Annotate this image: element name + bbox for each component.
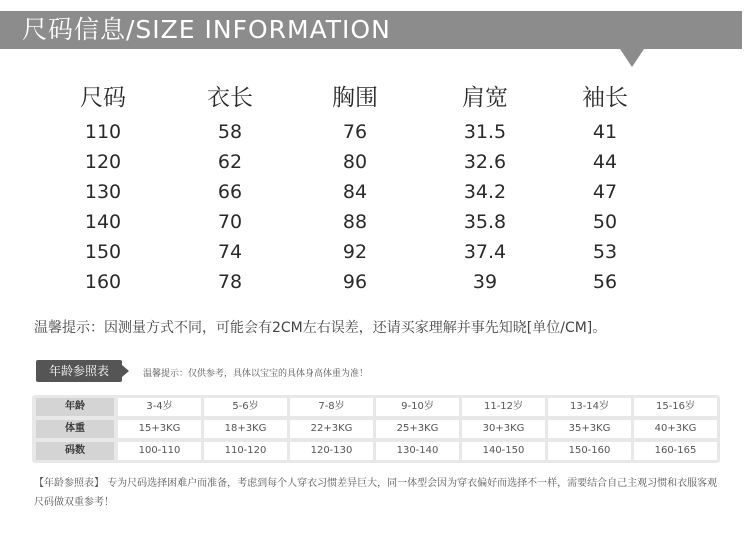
table-cell: 30+3KG [462,420,545,438]
table-cell: 78 [217,271,243,293]
table-cell: 53 [592,241,618,263]
header-cell: 胸围 [332,85,378,111]
table-cell: 37.4 [463,241,507,263]
table-cell: 74 [217,241,243,263]
row-label: 码数 [36,442,114,460]
table-cell: 41 [592,121,618,143]
table-cell: 160-165 [634,442,717,460]
table-cell: 40+3KG [634,420,717,438]
measurement-note: 温馨提示：因测量方式不同，可能会有2CM左右误差，还请买家理解并事先知晓[单位/CM]。 [34,320,607,336]
table-cell: 150 [84,241,122,263]
table-cell: 7-8岁 [290,398,373,416]
table-cell: 76 [342,121,368,143]
table-row [0,178,750,206]
table-cell: 34.2 [463,181,507,203]
table-cell: 5-6岁 [204,398,287,416]
table-cell: 11-12岁 [462,398,545,416]
table-cell: 130 [84,181,122,203]
table-row [0,208,750,236]
page-title: 尺码信息/SIZE INFORMATION [22,15,391,44]
table-row [0,268,750,296]
table-cell: 50 [592,211,618,233]
table-cell: 22+3KG [290,420,373,438]
header-cell: 尺码 [80,85,126,111]
table-cell: 110-120 [204,442,287,460]
age-reference-table [32,395,720,463]
table-cell: 18+3KG [204,420,287,438]
table-row [0,238,750,266]
table-cell: 35+3KG [548,420,631,438]
table-cell: 35.8 [463,211,507,233]
table-cell: 39 [472,271,498,293]
table-cell: 70 [217,211,243,233]
table-cell: 9-10岁 [376,398,459,416]
table-cell: 84 [342,181,368,203]
age-row [32,397,720,417]
header-cell: 衣长 [207,85,253,111]
table-row [0,148,750,176]
row-label: 体重 [36,420,114,438]
table-cell: 96 [342,271,368,293]
table-cell: 160 [84,271,122,293]
note-lead: 【年龄参照表】 [34,478,104,489]
table-cell: 150-160 [548,442,631,460]
table-cell: 58 [217,121,243,143]
header-cell: 袖长 [582,85,628,111]
table-cell: 140-150 [462,442,545,460]
table-cell: 32.6 [463,151,507,173]
age-table-note [34,474,724,512]
weight-row [32,419,720,439]
table-row [0,118,750,146]
age-table-tip: 温馨提示：仅供参考，具体以宝宝的具体身高体重为准！ [143,369,369,379]
table-cell: 130-140 [376,442,459,460]
table-cell: 56 [592,271,618,293]
table-cell: 110 [84,121,122,143]
table-cell: 47 [592,181,618,203]
table-cell: 13-14岁 [548,398,631,416]
row-label: 年龄 [36,398,114,416]
table-cell: 100-110 [118,442,201,460]
table-cell: 44 [592,151,618,173]
table-cell: 120-130 [290,442,373,460]
table-cell: 120 [84,151,122,173]
table-cell: 88 [342,211,368,233]
table-cell: 92 [342,241,368,263]
table-cell: 3-4岁 [118,398,201,416]
table-cell: 140 [84,211,122,233]
table-cell: 25+3KG [376,420,459,438]
header-banner [0,11,742,49]
table-cell: 80 [342,151,368,173]
note-text: 专为尺码选择困难户而准备，考虑到每个人穿衣习惯差异巨大，同一体型会因为穿衣偏好而选择不一样，需要结合自己主观习惯和衣服客观尺码做双重参考！ [34,478,718,508]
banner-pointer [620,49,644,67]
table-cell: 62 [217,151,243,173]
table-cell: 66 [217,181,243,203]
table-cell: 31.5 [463,121,507,143]
size-table-header [0,84,750,112]
table-cell: 15+3KG [118,420,201,438]
table-cell: 15-16岁 [634,398,717,416]
header-cell: 肩宽 [462,85,508,111]
age-table-tag: 年龄参照表 [36,360,122,382]
size-row [32,441,720,461]
